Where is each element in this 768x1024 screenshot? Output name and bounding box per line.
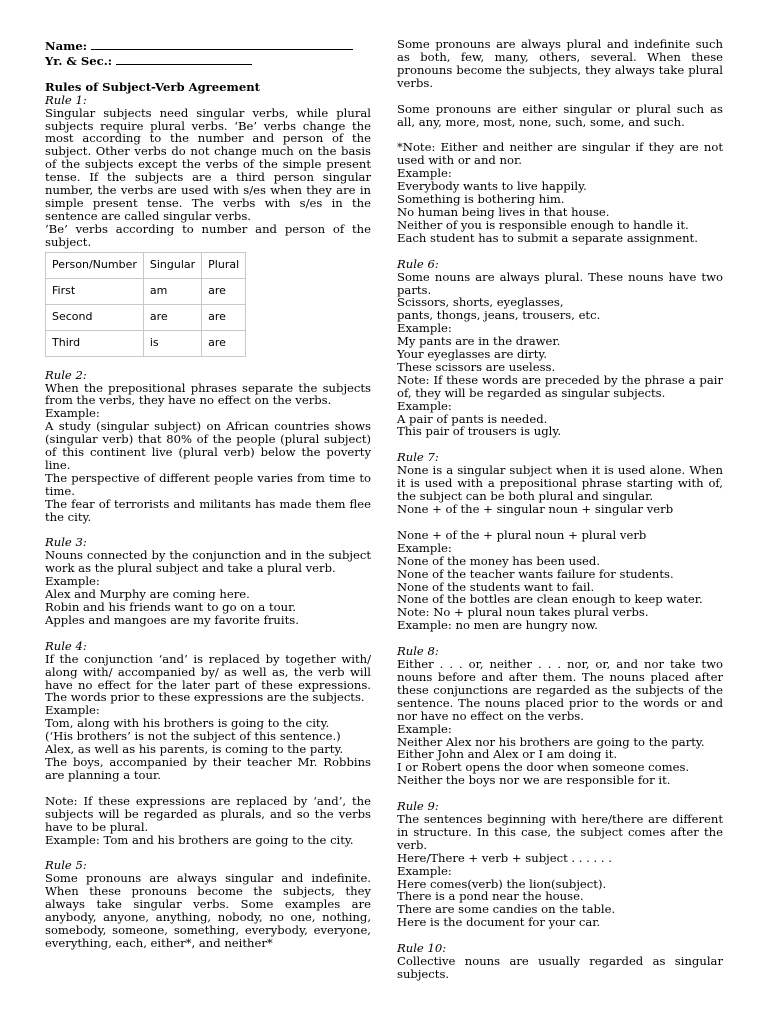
page-title: Rules of Subject-Verb Agreement [45, 79, 260, 94]
rule8-example-4: Neither the boys nor we are responsible for it. [397, 773, 671, 788]
rule4-example-3: The boys, accompanied by their teacher Mr. Robbins are planning a tour. [45, 754, 371, 782]
rule8-text: Either . . . or, neither . . . nor, or, and nor take two nouns before and after them. The nouns placed after these conjunctions are regarded as the subjects of the sentence. The nouns placed prior to the words or and nor have no effect on the verbs. [397, 657, 723, 723]
rule7-example-3: None of the students want to fail. [397, 579, 595, 594]
rule2-text: When the prepositional phrases separate the subjects from the verbs, they have no effect on the verbs. [45, 380, 371, 408]
table-cell: are [202, 330, 246, 356]
rule7-example-label: Example: [397, 540, 452, 555]
rule4-note-example: Example: Tom and his brothers are going to the city. [45, 832, 354, 847]
rule9-text: The sentences beginning with here/there are different in structure. In this case, the subject comes after the verb. [397, 812, 723, 852]
left-column [45, 38, 371, 950]
table-cell: First [46, 278, 144, 304]
rule5-heading: Rule 5: [45, 858, 87, 873]
rule5-text2: Some pronouns are always plural and indefinite such as both, few, many, others, several. When these pronouns become the subjects, they always take plural verbs. [397, 37, 723, 90]
rule10-heading: Rule 10: [397, 941, 447, 956]
rule6-text: Some nouns are always plural. These nouns have two parts. [397, 269, 723, 297]
rule9-formula: Here/There + verb + subject . . . . . . [397, 850, 612, 865]
rule6-heading: Rule 6: [397, 256, 439, 271]
table-cell: are [202, 278, 246, 304]
rule3-heading: Rule 3: [45, 535, 87, 550]
table-row [46, 278, 246, 304]
rule4-example-label: Example: [45, 703, 100, 718]
rule10-text: Collective nouns are usually regarded as singular subjects. [397, 954, 723, 981]
table-header-cell: Singular [143, 252, 201, 278]
table-cell: are [202, 304, 246, 330]
table-row [46, 330, 246, 356]
right-column [397, 38, 723, 981]
rule2-heading: Rule 2: [45, 367, 87, 382]
rule2-example-label: Example: [45, 406, 100, 421]
rule8-example-3: I or Robert opens the door when someone comes. [397, 760, 690, 775]
rule6-list-2: pants, thongs, jeans, trousers, etc. [397, 308, 601, 323]
rule4-example-1b: (‘His brothers’ is not the subject of this sentence.) [45, 729, 341, 744]
rule8-example-label: Example: [397, 721, 452, 736]
table-cell: am [143, 278, 201, 304]
rule6-example-1: My pants are in the drawer. [397, 334, 561, 349]
rule6-example-3: These scissors are useless. [397, 359, 556, 374]
rule9-example-3: There are some candies on the table. [397, 902, 616, 917]
rule3-example-2: Robin and his friends want to go on a tour. [45, 600, 297, 614]
yr-sec-input-line[interactable] [116, 53, 252, 65]
rule8-example-1: Neither Alex nor his brothers are going to the party. [397, 734, 705, 749]
table-header-cell: Person/Number [46, 252, 144, 278]
rule1-text: Singular subjects need singular verbs, while plural subjects require plural verbs. ‘Be’ verbs change the most according to the number and person of the subject. Other verbs do not change much on the basis of the subjects except the verbs of the simple present tense. If the subjects are a third person singular number, the verbs are used with s/es when they are in simple present tense. The verbs with s/es in the sentence are called singular verbs. [45, 105, 371, 223]
rule7-example-4: None of the bottles are clean enough to keep water. [397, 592, 703, 607]
rule1-text2: ‘Be’ verbs according to number and person of the subject. [45, 221, 371, 249]
rule7-note: Note: No + plural noun takes plural verbs. [397, 605, 649, 620]
rule3-text: Nouns connected by the conjunction and in the subject work as the plural subject and take a plural verb. [45, 548, 371, 576]
rule4-heading: Rule 4: [45, 638, 87, 653]
rule2-example-3: The fear of terrorists and militants has made them flee the city. [45, 496, 371, 524]
rule2-example-2: The perspective of different people varies from time to time. [45, 470, 371, 498]
name-field [45, 38, 371, 53]
rule4-example-2: Alex, as well as his parents, is coming to the party. [45, 742, 344, 757]
rule9-example-1: Here comes(verb) the lion(subject). [397, 876, 607, 891]
rule7-text: None is a singular subject when it is used alone. When it is used with a prepositional phrase starting with of, the subject can be both plural and singular. [397, 463, 723, 504]
rule4-note: Note: If these expressions are replaced by ‘and’, the subjects will be regarded as plurals, and so the verbs have to be plural. [45, 793, 371, 834]
rule4-text: If the conjunction ‘and’ is replaced by together with/ along with/ accompanied by/ as well as, the verb will have no effect for the later part of these expressions. The words prior to these expressions are the subjects. [45, 651, 371, 705]
rule5-example-5: Each student has to submit a separate assignment. [397, 230, 698, 245]
rule3-example-label: Example: [45, 574, 100, 589]
name-label: Name: [45, 39, 88, 53]
yr-sec-field [45, 53, 371, 68]
rule6-list-1: Scissors, shorts, eyeglasses, [397, 295, 564, 310]
rule7-example-2: None of the teacher wants failure for students. [397, 566, 674, 581]
rule5-text3: Some pronouns are either singular or plural such as all, any, more, most, none, such, some, and such. [397, 101, 723, 129]
rule5-example-2: Something is bothering him. [397, 192, 565, 207]
rule6-example-label-2: Example: [397, 398, 452, 413]
table-cell: Second [46, 304, 144, 330]
rule9-example-2: There is a pond near the house. [397, 889, 584, 904]
rule6-example-2: Your eyeglasses are dirty. [397, 347, 548, 362]
rule9-example-label: Example: [397, 863, 452, 878]
rule9-heading: Rule 9: [397, 799, 439, 814]
rule5-note: *Note: Either and neither are singular if they are not used with or and nor. [397, 140, 723, 168]
table-header-row [46, 252, 246, 278]
rule7-formula-2: None + of the + plural noun + plural verb [397, 527, 647, 542]
table-row [46, 304, 246, 330]
rule7-formula-1: None + of the + singular noun + singular verb [397, 502, 674, 516]
rule5-example-4: Neither of you is responsible enough to handle it. [397, 217, 689, 232]
rule3-example-1: Alex and Murphy are coming here. [45, 587, 250, 602]
rule5-example-1: Everybody wants to live happily. [397, 179, 587, 194]
rule7-example-1: None of the money has been used. [397, 553, 600, 568]
rule6-example-label: Example: [397, 321, 452, 336]
rule5-example-label: Example: [397, 166, 452, 181]
rule8-example-2: Either John and Alex or I am doing it. [397, 747, 618, 762]
rule5-example-3: No human being lives in that house. [397, 204, 610, 219]
rule9-example-4: Here is the document for your car. [397, 915, 601, 930]
table-cell: are [143, 304, 201, 330]
table-cell: Third [46, 330, 144, 356]
rule2-example-1: A study (singular subject) on African countries shows (singular verb) that 80% of the people (plural subject) of this continent live (plural verb) below the poverty line. [45, 419, 371, 472]
rule4-example-1: Tom, along with his brothers is going to the city. [45, 716, 330, 731]
rule6-example-4: A pair of pants is needed. [397, 411, 548, 426]
rule8-heading: Rule 8: [397, 644, 439, 659]
yr-sec-label: Yr. & Sec.: [45, 53, 113, 68]
rule5-text: Some pronouns are always singular and indefinite. When these pronouns become the subjects, they always take singular verbs. Some examples are anybody, anyone, anything, nobody, no one, nothing, somebody, someone, something, everybody, everyone, everything, each, either*, and neither* [45, 871, 371, 950]
be-verbs-table [45, 252, 246, 357]
rule7-heading: Rule 7: [397, 450, 439, 465]
table-header-cell: Plural [202, 252, 246, 278]
rule3-example-3: Apples and mangoes are my favorite fruits. [45, 612, 299, 627]
rule6-note: Note: If these words are preceded by the phrase a pair of, they will be regarded as singular subjects. [397, 372, 723, 400]
rule7-note-example: Example: no men are hungry now. [397, 618, 598, 633]
rule1-heading: Rule 1: [45, 92, 87, 107]
name-input-line[interactable] [91, 38, 353, 50]
rule6-example-5: This pair of trousers is ugly. [397, 424, 562, 439]
table-cell: is [143, 330, 201, 356]
